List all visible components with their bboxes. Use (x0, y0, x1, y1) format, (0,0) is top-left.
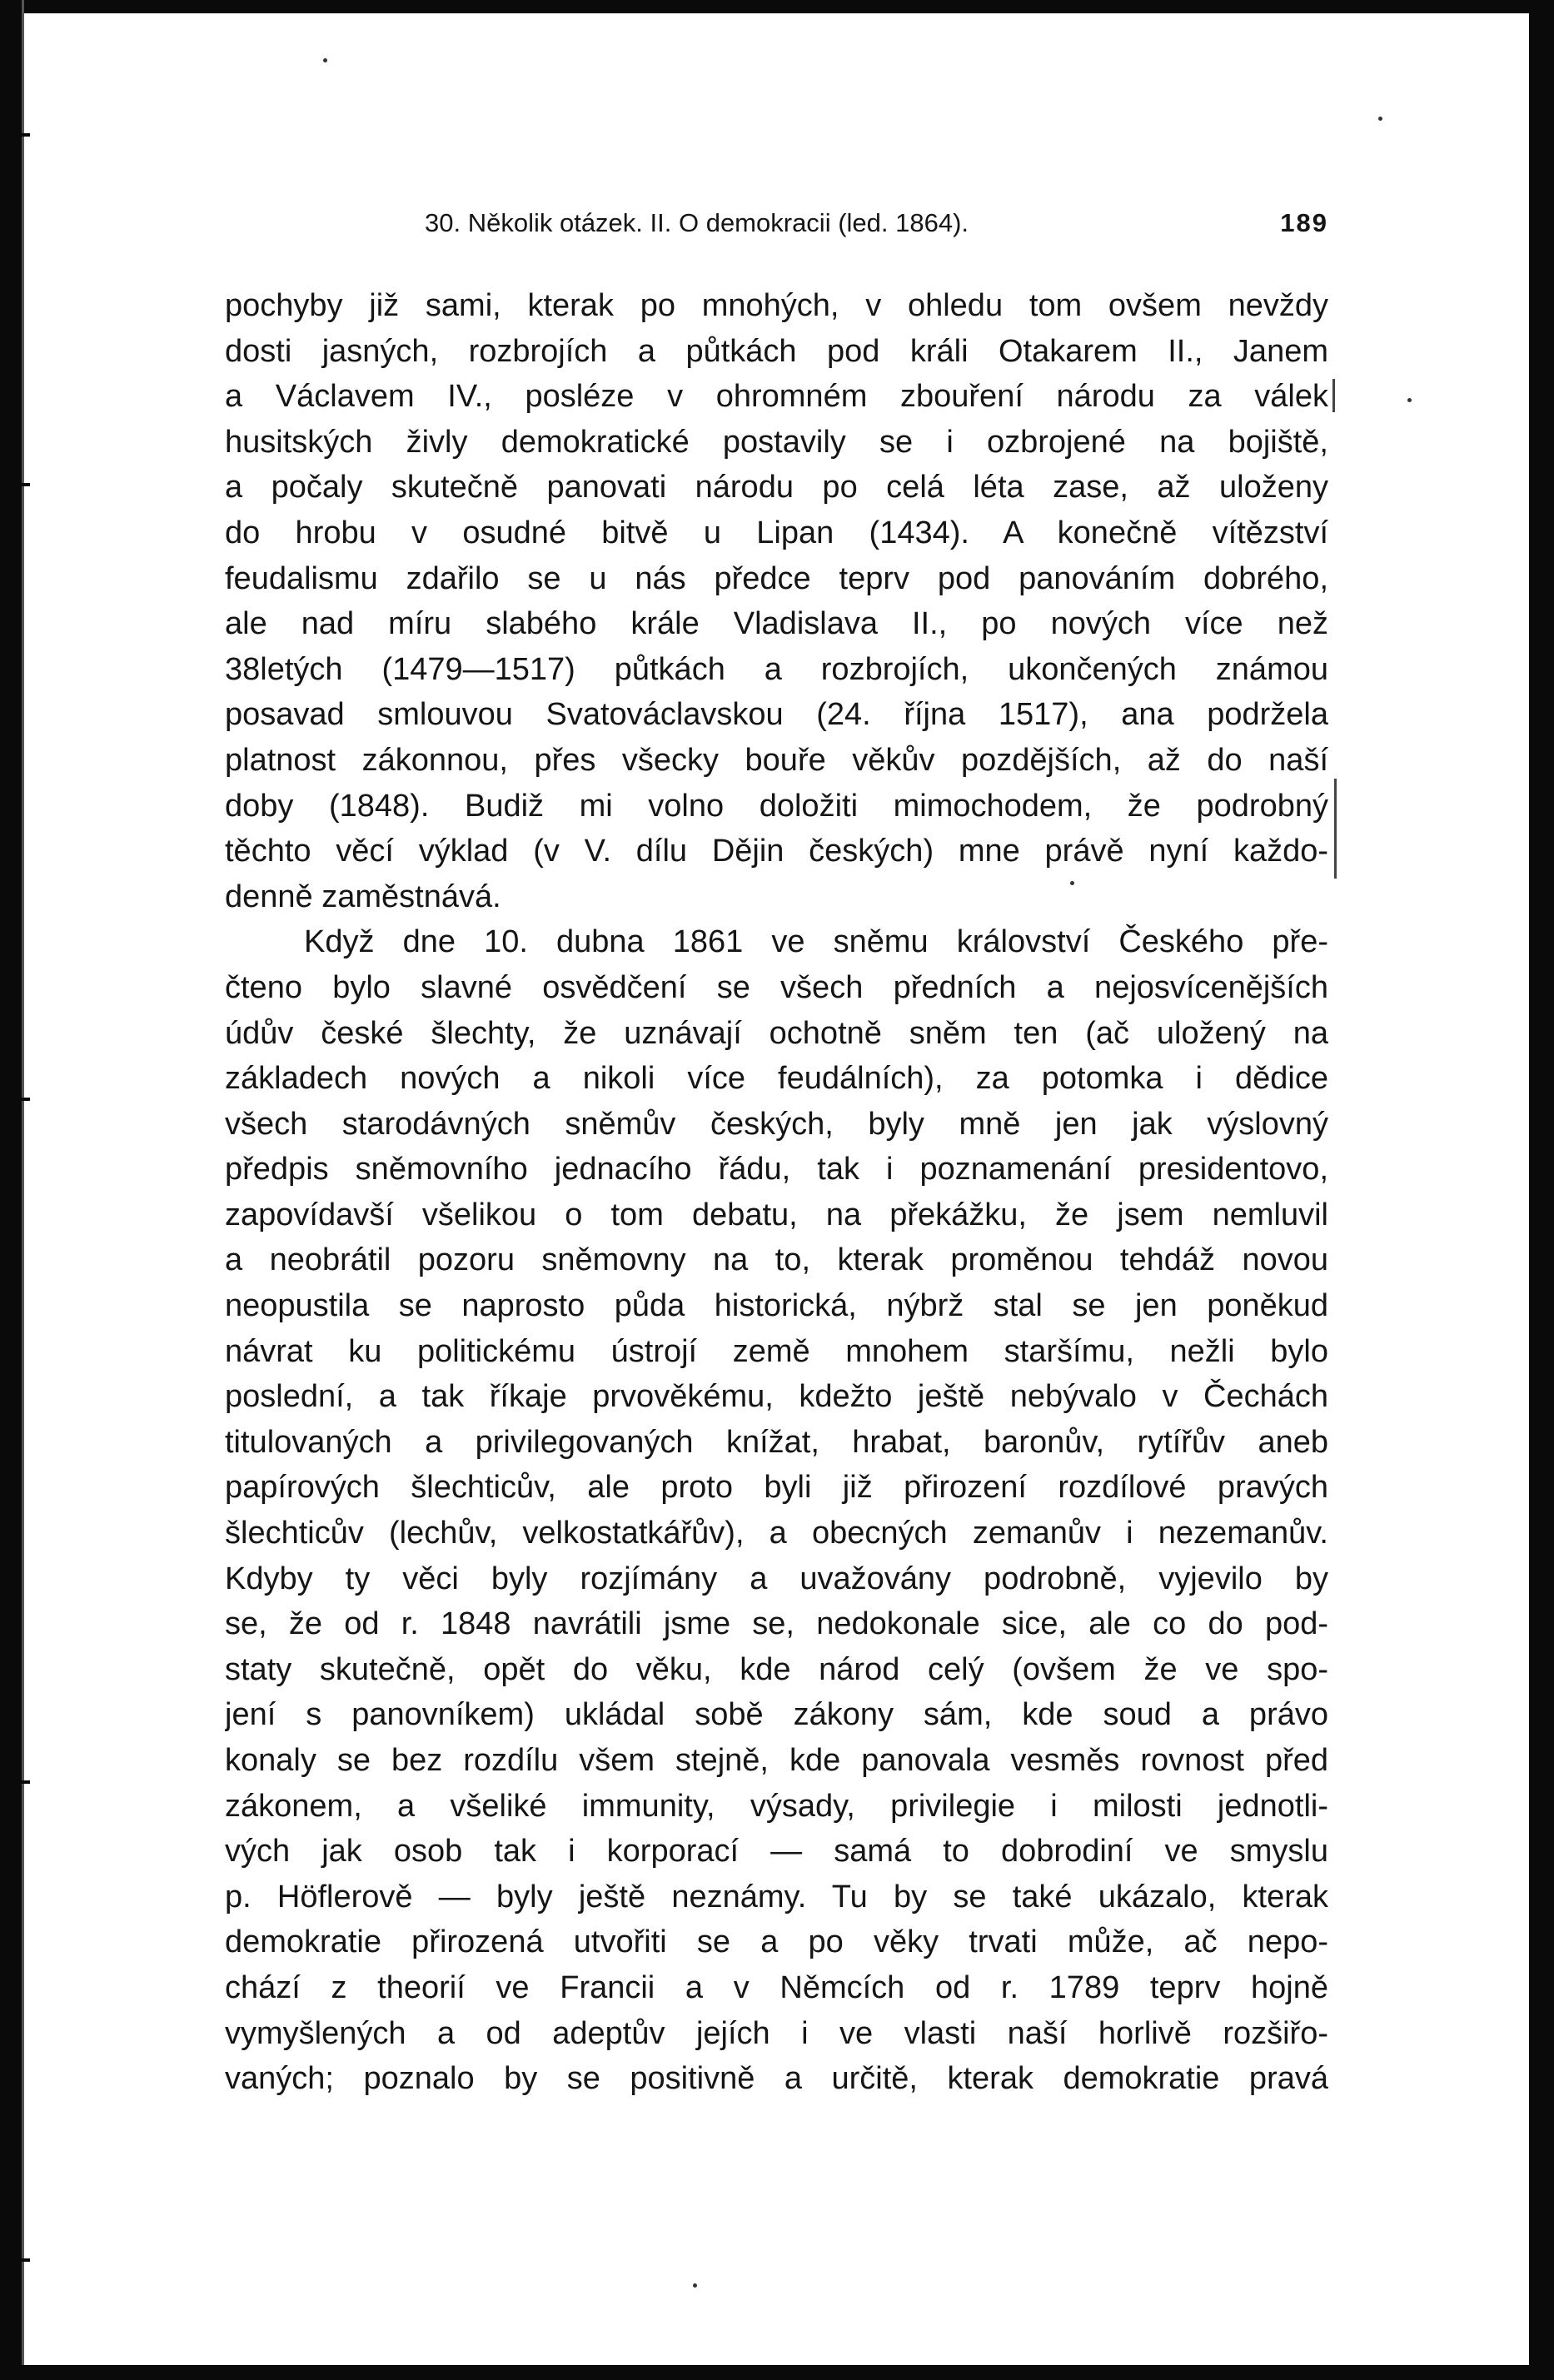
text-line: demokratie přirozená utvořiti se a po věky trvati může, ač nepo- (225, 1924, 1328, 1960)
text-line: čteno bylo slavné osvědčení se všech předních a nejosvícenějších (225, 969, 1328, 1005)
text-line: těchto věcí výklad (v V. dílu Dějin českých) mne právě nyní každo- (225, 834, 1328, 869)
text-line: neopustila se naprosto půda historická, nýbrž stal se jen poněkud (225, 1288, 1328, 1324)
text-line: chází z theorií ve Francii a v Němcích od r. 1789 teprv hojně (225, 1969, 1328, 2005)
text-line: předpis sněmovního jednacího řádu, tak i poznamenání presidentovo, (225, 1152, 1328, 1188)
text-line: údův české šlechty, že uznávají ochotně sněm ten (ač uložený na (225, 1015, 1328, 1051)
scan-tick-mark (5, 133, 30, 137)
book-page (225, 200, 1328, 2102)
text-line: vých jak osob tak i korporací — samá to dobrodiní ve smyslu (225, 1834, 1328, 1870)
body-text (225, 283, 1328, 2102)
text-line: vaných; poznalo by se positivně a určitě, kterak demokratie pravá (225, 2061, 1328, 2097)
text-line: papírových šlechticův, ale proto byli již přirození rozdílové pravých (225, 1470, 1328, 1506)
paragraph (225, 283, 1328, 919)
text-line: zákonem, a všeliké immunity, výsady, privilegie i milosti jednotli- (225, 1788, 1328, 1824)
text-line: základech nových a nikoli více feudálních), za potomka i dědice (225, 1061, 1328, 1097)
text-line: všech starodávných sněmův českých, byly mně jen jak výslovný (225, 1106, 1328, 1142)
text-line: Když dne 10. dubna 1861 ve sněmu království Českého pře- (304, 924, 1328, 960)
text-line: a počaly skutečně panovati národu po celá léta zase, až uloženy (225, 470, 1328, 505)
scan-border-left (0, 0, 22, 2380)
text-line: doby (1848). Budiž mi volno doložiti mimochodem, že podrobný (225, 788, 1328, 824)
page-number: 189 (1280, 208, 1328, 237)
scan-speck (1407, 398, 1412, 402)
scan-tick-mark (5, 2258, 30, 2262)
text-line: 38letých (1479—1517) půtkách a rozbrojích, ukončených známou (225, 651, 1328, 687)
text-line: staty skutečně, opět do věku, kde národ celý (ovšem že ve spo- (225, 1651, 1328, 1687)
scan-speck (693, 2283, 697, 2288)
scan-border-bottom (0, 2365, 1554, 2380)
text-line: vymyšlených a od adeptův jejích i ve vlasti naší horlivě rozšiřo- (225, 2015, 1328, 2051)
text-line: návrat ku politickému ústrojí země mnohem staršímu, nežli bylo (225, 1333, 1328, 1369)
text-line: ale nad míru slabého krále Vladislava II., po nových více než (225, 606, 1328, 642)
scan-speck (323, 58, 327, 62)
text-line: do hrobu v osudné bitvě u Lipan (1434). A konečně vítězství (225, 515, 1328, 550)
text-line: a neobrátil pozoru sněmovny na to, kterak proměnou tehdáž novou (225, 1242, 1328, 1278)
text-line: posavad smlouvou Svatováclavskou (24. října 1517), ana podržela (225, 697, 1328, 733)
text-line: a Václavem IV., posléze v ohromném zbouření národu za válek (225, 379, 1328, 415)
text-line: se, že od r. 1848 navrátili jsme se, nedokonale sice, ale co do pod- (225, 1606, 1328, 1642)
text-line: titulovaných a privilegovaných knížat, hrabat, baronův, rytířův aneb (225, 1424, 1328, 1460)
text-line: konaly se bez rozdílu všem stejně, kde panovala vesměs rovnost před (225, 1743, 1328, 1778)
text-line: dosti jasných, rozbrojích a půtkách pod králi Otakarem II., Janem (225, 333, 1328, 369)
scan-speck (1378, 117, 1382, 121)
text-line: husitských živly demokratické postavily se i ozbrojené na bojiště, (225, 424, 1328, 460)
text-line: jení s panovníkem) ukládal sobě zákony sám, kde soud a právo (225, 1697, 1328, 1733)
paragraph (225, 919, 1328, 2101)
running-header (225, 200, 1328, 250)
text-line: platnost zákonnou, přes všecky bouře věkův pozdějších, až do naší (225, 742, 1328, 778)
text-line: feudalismu zdařilo se u nás předce teprv pod panováním dobrého, (225, 560, 1328, 596)
scan-tick-mark (5, 1780, 30, 1784)
scan-tick-mark (5, 1098, 30, 1101)
scan-border-top (0, 0, 1554, 13)
text-line: zapovídavší všelikou o tom debatu, na překážku, že jsem nemluvil (225, 1197, 1328, 1232)
text-line: pochyby již sami, kterak po mnohých, v ohledu tom ovšem nevždy (225, 288, 1328, 323)
text-line: Kdyby ty věci byly rozjímány a uvažovány podrobně, vyjevilo by (225, 1561, 1328, 1596)
text-line: poslední, a tak říkaje prvověkému, kdežto ještě nebývalo v Čechách (225, 1379, 1328, 1415)
margin-pencil-mark (1334, 779, 1337, 879)
text-line: šlechticův (lechův, velkostatkářův), a obecných zemanův i nezemanův. (225, 1516, 1328, 1551)
running-header-title: 30. Několik otázek. II. O demokracii (led. 1864). (425, 208, 969, 237)
text-line: p. Höflerově — byly ještě neznámy. Tu by se také ukázalo, kterak (225, 1879, 1328, 1914)
margin-pencil-mark (1332, 379, 1335, 412)
scan-tick-mark (5, 483, 30, 486)
binding-edge (22, 0, 24, 2380)
scan-border-right (1529, 0, 1554, 2380)
text-line: denně zaměstnává. (225, 879, 501, 914)
